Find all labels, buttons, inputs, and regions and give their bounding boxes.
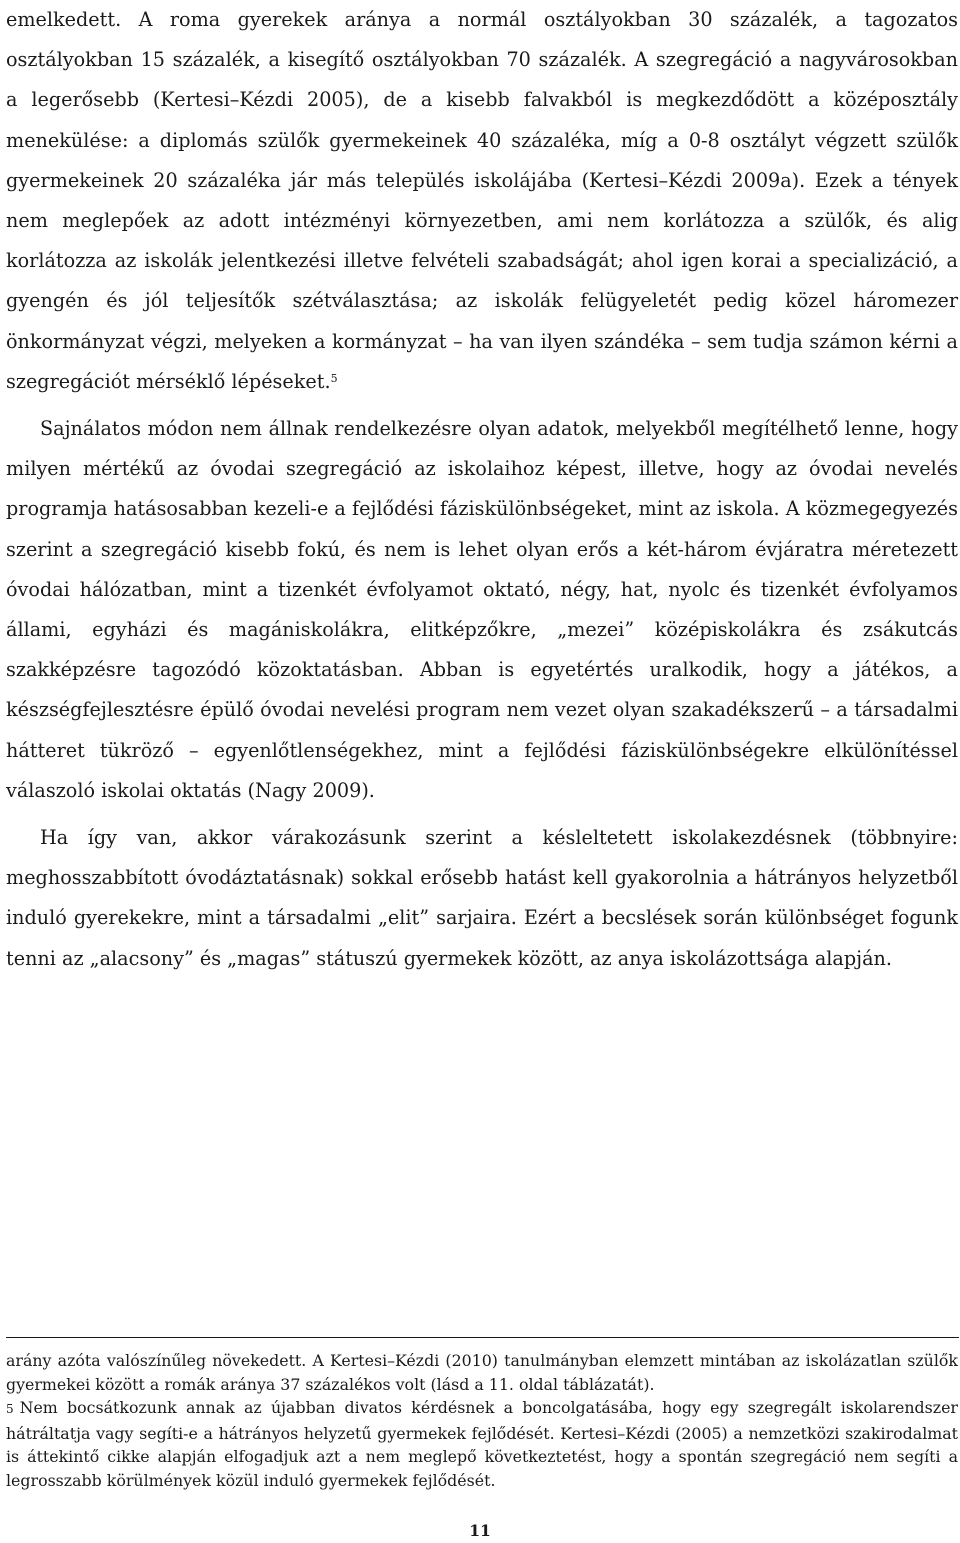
paragraph-3: Ha így van, akkor várakozásunk szerint a késleltetett iskolakezdésnek (többnyire: meghosszabbított óvodáztatásnak) sokkal erősebb hatást kell gyakorolnia a hátrányos helyzetből induló gyerekekre, mint a társadalmi „elit” sarjaira. Ezért a becslések során különbséget fogunk tenni az „alacsony” és „magas” státuszú gyermekek között, az anya iskolázottsága alapján. — [6, 826, 958, 970]
footnotes — [6, 1349, 958, 1492]
paragraph-1 — [6, 0, 958, 402]
footnote-5 — [6, 1396, 958, 1492]
main-text — [6, 0, 958, 979]
paragraph-1-text: emelkedett. A roma gyerekek aránya a normál osztályokban 30 százalék, a tagozatos osztályokban 15 százalék, a kisegítő osztályokban 70 százalék. A szegregáció a nagyvárosokban a legerősebb (Kertesi–Kézdi 2005), de a kisebb falvakból is megkezdődött a középosztály menekülése: a diplomás szülők gyermekeinek 40 százaléka, míg a 0-8 osztályt végzett szülők gyermekeinek 20 százaléka jár más település iskolájába (Kertesi–Kézdi 2009a). Ezek a tények nem meglepőek az adott intézményi környezetben, ami nem korlátozza a szülők, és alig korlátozza az iskolák jelentkezési illetve felvételi szabadságát; ahol igen korai a specializáció, a gyengén és jól teljesítők szétválasztása; az iskolák felügyeletét pedig közel háromezer önkormányzat végzi, melyeken a kormányzat – ha van ilyen szándéka – sem tudja számon kérni a szegregációt mérséklő lépéseket. — [6, 8, 958, 393]
footnote-reference-5[interactable]: 5 — [330, 371, 338, 385]
footnote-separator — [6, 1337, 959, 1338]
footnote-5-text: Nem bocsátkozunk annak az újabban divatos kérdésnek a boncolgatásába, hogy egy szegregált iskolarendszer hátráltatja vagy segíti-e a hátrányos helyzetű gyermekek fejlődését. Kertesi–Kézdi (2005) a nemzetközi szakirodalmat is áttekintő cikke alapján elfogadjuk azt a nem meglepő következtetést, hogy a spontán szegregáció nem segíti a legrosszabb körülmények közül induló gyermekek fejlődését. — [6, 1398, 958, 1490]
paragraph-2: Sajnálatos módon nem állnak rendelkezésre olyan adatok, melyekből megítélhető lenne, hogy milyen mértékű az óvodai szegregáció az iskolaihoz képest, illetve, hogy az óvodai nevelés programja hatásosabban kezeli-e a fejlődési fáziskülönbségeket, mint az iskola. A közmegegyezés szerint a szegregáció kisebb fokú, és nem is lehet olyan erős a két-három évjáratra méretezett óvodai hálózatban, mint a tizenkét évfolyamot oktató, négy, hat, nyolc és tizenkét évfolyamos állami, egyházi és magániskolákra, elitképzőkre, „mezei” középiskolákra és zsákutcás szakképzésre tagozódó közoktatásban. Abban is egyetértés uralkodik, hogy a játékos, a készségfejlesztésre épülő óvodai nevelési program nem vezet olyan szakadékszerű – a társadalmi hátteret tükröző – egyenlőtlenségekhez, mint a fejlődési fáziskülönbségekre elkülönítéssel válaszoló iskolai oktatás (Nagy 2009). — [6, 417, 958, 802]
footnote-5-number: 5 — [6, 1402, 14, 1416]
page-number: 11 — [469, 1521, 491, 1540]
footnote-continuation: arány azóta valószínűleg növekedett. A Kertesi–Kézdi (2010) tanulmányban elemzett mintában az iskolázatlan szülők gyermekei között a romák aránya 37 százalékos volt (lásd a 11. oldal táblázatát). — [6, 1351, 958, 1394]
